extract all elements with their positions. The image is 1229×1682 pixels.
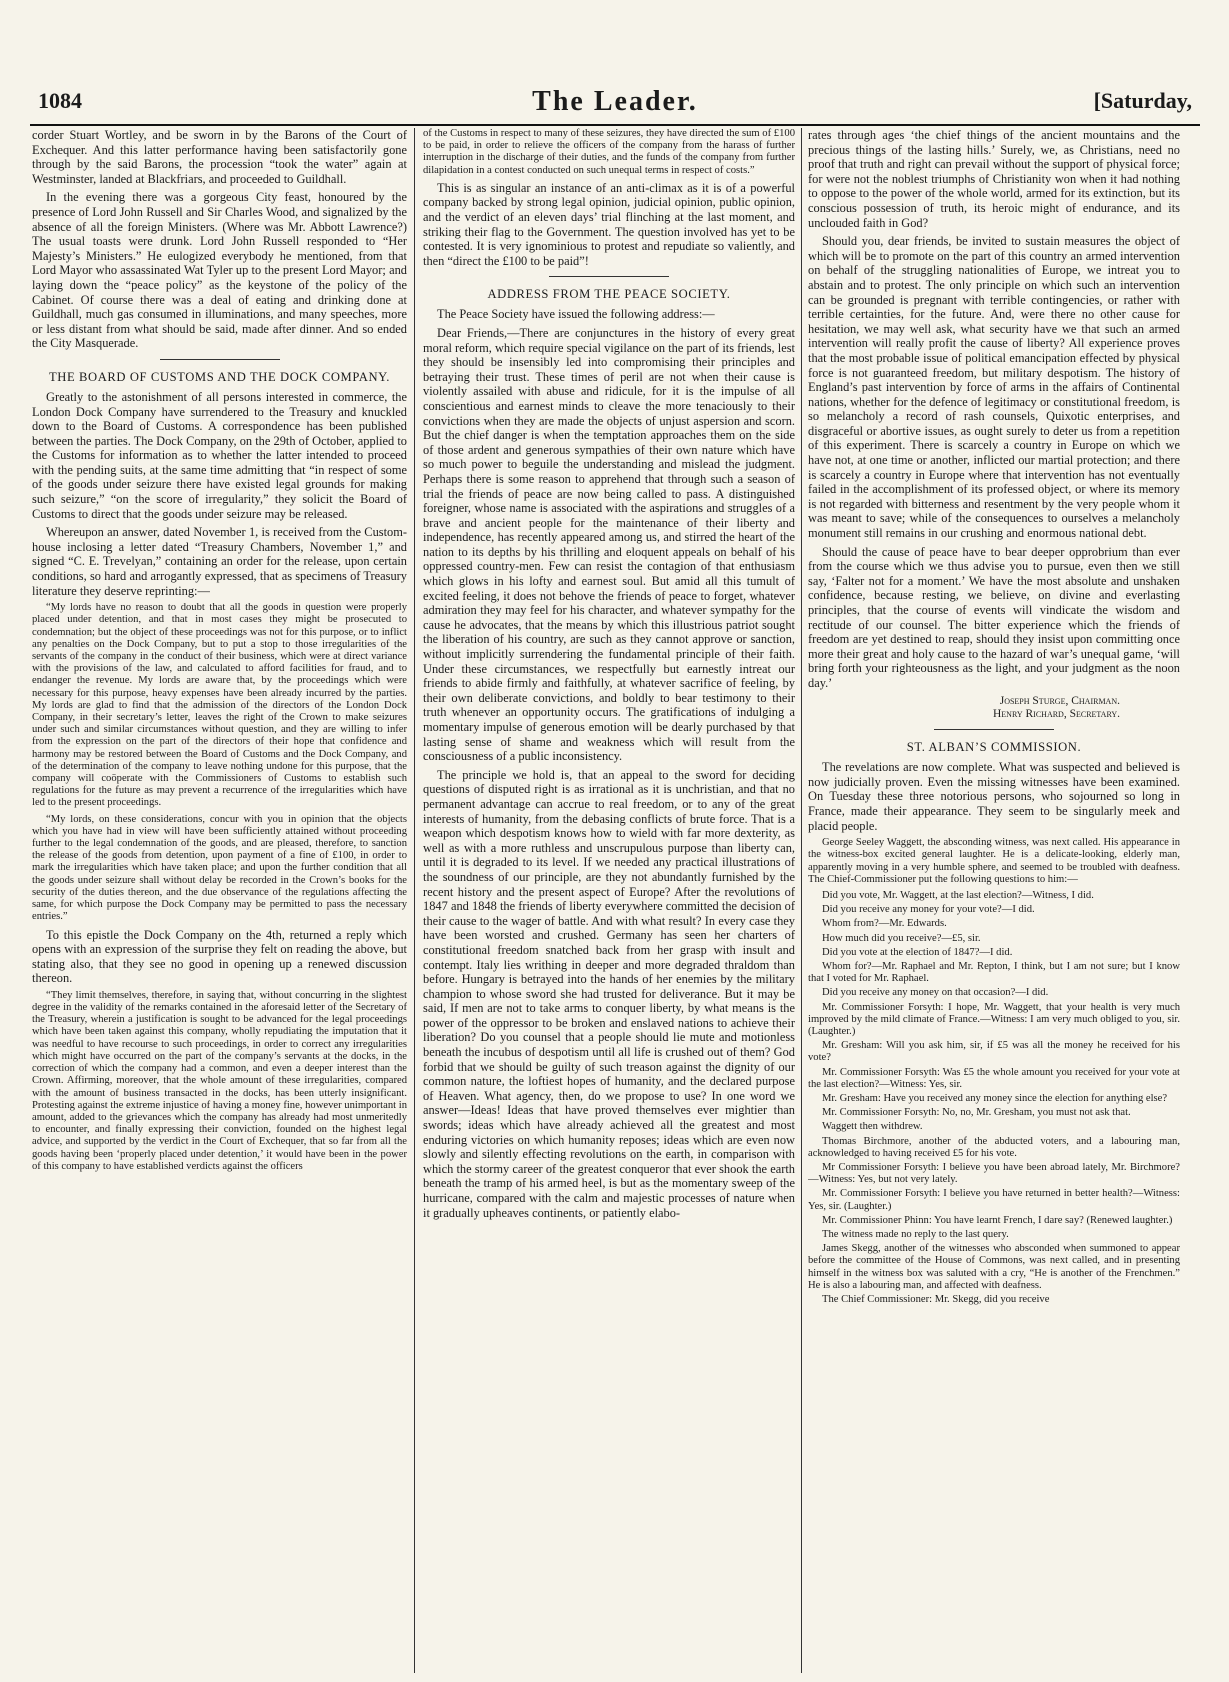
quoted-letter: “My lords, on these considerations, concur with you in opinion that the objects which you have had in view will have been sufficiently attained without proceeding further to the legal condemnation of the goods, and are pleased, therefore, to sanction the release of the goods from detention, upon payment of a fine of £100, in order to mark the irregularities which have taken place; and upon the further condition that all the goods under seizure shall without delay be recorded in the Crown’s books for the security of the duties thereon, and the due observance of the regulations affecting the same, for which purpose the Dock Company may be permitted to pass the necessary entries.”: [32, 813, 407, 923]
article-paragraph: Dear Friends,—There are conjunctures in the history of every great moral reform, which require special vigilance on the part of its friends, lest they should be insensibly led into compromising their principles and betraying their trust. These times of peril are not when their cause is violently assailed with abuse and ridicule, for it is the impulse of all conscientious and earnest minds to cleave the more tenaciously to their convictions when they are made the objects of unjust aspersion and scorn. But the chief danger is when the temptation approaches them on the side of those ardent and generous sympathies of their own nature which have so much power to beguile the understanding and mislead the judgment. Perhaps there is some reason to apprehend that through such a season of trial the friends of peace are now being called to pass. A distinguished foreigner, whose name is associated with the aspirations and struggles of a brave and ancient people for the maintenance of their liberty and independence, has recently appeared among us, and stirred the heart of the nation to its depths by his thrilling and eloquent appeals on behalf of his oppressed country-men. Few can resist the contagion of that enthusiasm which glows in his lofty and earnest soul. But amid all this tumult of excited feeling, it does not behove the friends of peace to forget, whatever admiration they may feel for his character, and whatever sympathy for the cause he advocates, that the means by which this illustrious patriot sought the liberation of his country, are such as they cannot approve or sanction, without implicitly surrendering the fundamental principle of their faith. Under these circumstances, we respectfully but earnestly intreat our friends to abide firmly and faithfully, at whatever sacrifice of feeling, by their own deliberate convictions, and boldly to bear testimony to their truth whenever an opportunity occurs. The gratifications of indulging a momentary impulse of generous emotion will be dearly purchased by that lasting sense of shame and weakness which will result from the consciousness of a public inconsistency.: [423, 325, 795, 764]
quoted-letter: of the Customs in respect to many of these seizures, they have directed the sum of £100 to be paid, in order to relieve the officers of the company from the harass of further interruption in the discharge of their duties, and the funds of the company from further dilapidation in a contest conducted on such unequal terms in respect of costs.”: [423, 128, 795, 176]
article-heading: ADDRESS FROM THE PEACE SOCIETY.: [487, 287, 731, 302]
testimony-line: Mr. Gresham: Have you received any money since the election for anything else?: [822, 1092, 1168, 1104]
testimony-line: Thomas Birchmore, another of the abducted voters, and a labouring man, acknowledged to having received £5 for his vote.: [808, 1135, 1180, 1159]
testimony-line: Whom for?—Mr. Raphael and Mr. Repton, I think, but I am not sure; but I know that I voted for Mr. Raphael.: [808, 960, 1180, 985]
article-paragraph: Whereupon an answer, dated November 1, is received from the Custom-house inclosing a letter dated “Treasury Chambers, November 1,” and signed “C. E. Trevelyan,” containing an order for the release, upon certain conditions, so hard and arrogantly expressed, that as specimens of Treasury literature they deserve reprinting:—: [32, 525, 407, 598]
quoted-letter: “My lords have no reason to doubt that all the goods in question were properly placed under detention, and that in most cases they might be prosecuted to condemnation; but the object of these proceedings was not for this purpose, or to inflict any penalties on the Dock Company, but to put a stop to those irregularities of the servants of the company in the conduct of their business, which were at direct variance with the provisions of the law, and calculated to afford facilities for fraud, and to endanger the revenue. My lords are aware that, by the proceedings which were necessary for this purpose, heavy expenses have been already incurred by the parties. My lords are glad to find that the admission of the directors of the London Dock Company, in their secretary’s letter, leaves the right of the Crown to make seizures under such and similar circumstances without question, and they are willing to infer from the expression on the part of the directors of their hope that confidence and harmony may be restored between the Board of Customs and the Dock Company, and of the determination of the company to leave nothing undone for this purpose, that the company will coöperate with the Commissioners of Customs to establish such regulations for the future as may prevent a recurrence of the irregularities which have led to the present proceedings.: [32, 602, 407, 809]
section-rule: [160, 359, 280, 360]
testimony-line: Whom from?—Mr. Edwards.: [822, 918, 947, 930]
article-paragraph: The revelations are now complete. What was suspected and believed is now judicially proven. Even the missing witnesses have been examined. On Tuesday these three notorious persons, who sojourned so long in France, made their appearance. They seem to be singularly meek and placid people.: [808, 760, 1180, 833]
column-divider: [414, 128, 415, 1673]
column-divider: [801, 128, 802, 1673]
section-rule: [934, 729, 1054, 730]
article-paragraph: In the evening there was a gorgeous City feast, honoured by the presence of Lord John Russell and Sir Charles Wood, and signalized by the absence of all the foreign Ministers. (Where was Mr. Abbott Lawrence?) The usual toasts were drunk. Lord John Russell responded to “Her Majesty’s Ministers.” He eulogized everybody he mentioned, from that Lord Mayor who assassinated Wat Tyler up to the present Lord Mayor; and laying down the “peace policy” as the keystone of the policy of the Cabinet. Of course there was a deal of eating and drinking done at Guildhall, much gas consumed in illuminations, and many speeches, more or less distant from what should be said, made after dinner. And so ended the City Masquerade.: [32, 190, 407, 351]
testimony-line: Mr Commissioner Forsyth: I believe you have been abroad lately, Mr. Birchmore?—Witness: Yes, but not very lately.: [808, 1162, 1180, 1186]
column-1: [32, 128, 407, 1673]
newspaper-title: The Leader.: [532, 86, 698, 117]
testimony-line: Waggett then withdrew.: [822, 1121, 923, 1133]
testimony-line: Mr. Gresham: Will you ask him, sir, if £5 was all the money he received for his vote?: [808, 1040, 1180, 1064]
testimony-line: Mr. Commissioner Forsyth: No, no, Mr. Gresham, you must not ask that.: [822, 1107, 1131, 1119]
testimony-line: Mr. Commissioner Phinn: You have learnt French, I dare say? (Renewed laughter.): [822, 1214, 1173, 1226]
testimony-line: James Skegg, another of the witnesses who absconded when summoned to appear before the committee of the House of Commons, was next called, and in presenting himself in the witness box was saluted with a cry, “He is another of the Frenchmen.” He is also a labouring man, and affected with deafness.: [808, 1243, 1180, 1291]
article-paragraph: This is as singular an instance of an anti-climax as it is of a powerful company backed by strong legal opinion, judicial opinion, public opinion, and the verdict of an eleven days’ trial flinching at the last moment, and striking their flag to the Government. The question involved has yet to be contested. It is very ignominious to protest and repudiate so valiently, and then “direct the £100 to be paid”!: [423, 180, 795, 268]
article-paragraph: Should you, dear friends, be invited to sustain measures the object of which will be to promote on the part of this country an armed intervention on behalf of the struggling nationalities of Europe, we intreat you to abstain and to protest. The only principle on which such an intervention can be grounded is pregnant with terrible contingencies, or rather with terrible certainties, for the future. And, were there no other cause for hesitation, we may well ask, what security have we that such an armed intervention will really profit the cause of liberty? All experience proves that the most probable issue of political emancipation effected by physical force is not guaranteed freedom, but military despotism. The history of England’s past intervention by force of arms in the affairs of Continental nations, whether for the defence of legitimacy or constitutional freedom, is so melancholy a record of rash counsels, Quixotic enterprises, and disgraceful or abortive issues, as ought surely to deter us from a repetition of this experiment. There is scarcely a country in Europe on which we have not, at one time or another, inflicted our martial protection; and there is scarcely a country in Europe where that intervention has not eventually failed in the accomplishment of its professed object, or where its memory is not regarded with bitterness and resentment by the very people whom it was meant to save; while of the consequences to ourselves a melancholy monument still remains in our crushing and enormous national debt.: [808, 234, 1180, 541]
testimony-line: The Chief Commissioner: Mr. Skegg, did you receive: [822, 1294, 1050, 1306]
signature-chairman: Joseph Sturge, Chairman.: [999, 694, 1120, 707]
column-3: [808, 128, 1180, 1673]
testimony-line: Did you receive any money on that occasion?—I did.: [822, 987, 1049, 999]
testimony-line: The witness made no reply to the last query.: [822, 1229, 1009, 1241]
article-paragraph: rates through ages ‘the chief things of the ancient mountains and the precious things of the lasting hills.’ Surely, we, as Christians, need no proof that truth and right can prevail without the support of physical force; for were not the noblest triumphs of Christianity won when it had nothing to oppose to the power of the whole world, armed for its extinction, but its conscious possession of truth, its heroic might of endurance, and its unclouded faith in God?: [808, 128, 1180, 230]
testimony-line: How much did you receive?—£5, sir.: [822, 932, 981, 944]
column-2: [423, 128, 795, 1673]
article-paragraph: To this epistle the Dock Company on the 4th, returned a reply which opens with an expression of the surprise they felt on reading the above, but stating also, that they see no good in opening up a renewed discussion thereon.: [32, 927, 407, 986]
article-paragraph: corder Stuart Wortley, and be sworn in by the Barons of the Court of Exchequer. And this latter performance having been satisfactorily gone through by the said Barons, the procession “took the water” again at Westminster, landed at Blackfriars, and proceeded to Guildhall.: [32, 128, 407, 186]
article-paragraph: Should the cause of peace have to bear deeper opprobrium than ever from the course which we thus advise you to pursue, even then we still say, ‘Falter not for a moment.’ We have the most absolute and unshaken confidence, because resting, we believe, on divine and everlasting principles, that the course of events will vindicate the wisdom and rectitude of our counsel. The bitter experience which the friends of freedom are yet destined to reap, should they insist upon committing once more their great and holy cause to the hazard of war’s unequal game, ‘will bring forth your righteousness as the light, and your judgment as the noon day.’: [808, 544, 1180, 690]
testimony-line: Mr. Commissioner Forsyth: I hope, Mr. Waggett, that your health is very much improved by the mild climate of France.—Witness: I am very much obliged to you, sir. (Laughter.): [808, 1001, 1180, 1037]
testimony-line: Did you receive any money for your vote?—I did.: [822, 904, 1035, 916]
testimony-line: Mr. Commissioner Forsyth: I believe you have returned in better health?—Witness: Yes, sir. (Laughter.): [808, 1188, 1180, 1212]
signature-secretary: Henry Richard, Secretary.: [992, 707, 1120, 720]
article-paragraph: George Seeley Waggett, the absconding witness, was next called. His appearance in the witness-box excited general laughter. He is a delicate-looking, elderly man, apparently moving in a very humble sphere, and seemed to be troubled with deafness. The Chief-Commissioner put the following questions to him:—: [808, 837, 1180, 885]
article-paragraph: Greatly to the astonishment of all persons interested in commerce, the London Dock Company have surrendered to the Treasury and knuckled down to the Board of Customs. A correspondence has been published between the parties. The Dock Company, on the 29th of October, applied to the Customs for information as to whether the latter intended to proceed with the pending suits, at the same time admitting that “in respect of some of the goods under seizure there have existed legal grounds for making such seizure,” “on the score of irregularity,” they solicit the Board of Customs to direct that the goods under seizure may be released.: [32, 389, 407, 521]
article-intro: The Peace Society have issued the following address:—: [437, 307, 715, 322]
section-rule: [549, 276, 669, 277]
issue-day: [Saturday,: [1093, 88, 1192, 113]
page-number: 1084: [38, 88, 82, 113]
quoted-letter: “They limit themselves, therefore, in saying that, without concurring in the slightest degree in the validity of the remarks contained in the aforesaid letter of the Secretary of the Treasury, wherein a justification is sought to be advanced for the legal proceedings which have been taken against this company, wholly repudiating the imputation that it was needful to have recourse to such proceedings, in order to correct any irregularities which might have occurred on the part of the company’s servants at the docks, in the correction of which the company had a common, and even a deeper interest than the Crown. Affirming, moreover, that the whole amount of these irregularities, compared with the amount of business transacted in the docks, has been utterly insignificant. Protesting against the extreme injustice of having a money fine, however unimportant in amount, added to the grievances which the company has already had most unmeritedly to encounter, and finally expressing their conviction, founded on the highest legal advice, and supported by the verdict in the Court of Exchequer, that so far from all the goods having been ‘properly placed under detention,’ it would have been in the power of this company to have established verdicts against the officers: [32, 989, 407, 1172]
masthead: [30, 88, 1200, 126]
testimony-line: Did you vote at the election of 1847?—I did.: [822, 946, 1013, 958]
testimony-line: Did you vote, Mr. Waggett, at the last election?—Witness, I did.: [822, 889, 1094, 901]
testimony-line: Mr. Commissioner Forsyth: Was £5 the whole amount you received for your vote at the last election?—Witness: Yes, sir.: [808, 1066, 1180, 1090]
article-heading: THE BOARD OF CUSTOMS AND THE DOCK COMPANY.: [48, 369, 391, 384]
testimony-list: [808, 890, 1180, 1306]
header-rule: [30, 124, 1200, 126]
article-heading: ST. ALBAN’S COMMISSION.: [906, 740, 1082, 755]
article-paragraph: The principle we hold is, that an appeal to the sword for deciding questions of disputed right is as irrational as it is unchristian, and that no permanent advantage can accrue to real freedom, or to any of the great interests of humanity, from the debasing conflicts of brute force. That is a weapon which despotism knows how to wield with far more dexterity, as well as with a more ruthless and unscrupulous purpose than liberty can, until it is degraded to its level. If we needed any practical illustrations of the soundness of our principle, are they not abundantly furnished by the recent history and the present aspect of Europe? After the revolutions of 1847 and 1848 the friends of liberty everywhere committed the decision of their cause to the wager of battle. And with what result? In every case they have been worsted and crushed. Germany has seen her charters of constitutional freedom snatched back from her grasp with insult and contempt. Italy lies writhing in deeper and more degraded thraldom than before. Hungary is betrayed into the hands of her enemies by the military champion to whose sword she had trusted for deliverance. But it may be said, If men are not to take arms to conquer liberty, by what means is the power of the oppressor to be broken and enslaved nations to achieve their liberation? Do you counsel that a people should lie mute and motionless beneath the incubus of despotism until all life is crushed out of them? God forbid that we should be guilty of such treason against the dignity of our common nature, the loftiest hopes of humanity, and the declared purpose of Heaven. What agency, then, do we propose to use? In one word we answer—Ideas! Ideas that have proved themselves ever mightier than swords; ideas which have already achieved all the greatest and most enduring victories on which humanity reposes; ideas which are even now slowly and silently effecting revolutions on the earth, in comparison with which the stormy career of the greatest conqueror that ever shook the earth beneath the tramp of his armed heel, is but as the momentary sweep of the hurricane, compared with the calm and majestic processes of nature when it gradually upheaves continents, or patiently elabo-: [423, 767, 795, 1220]
